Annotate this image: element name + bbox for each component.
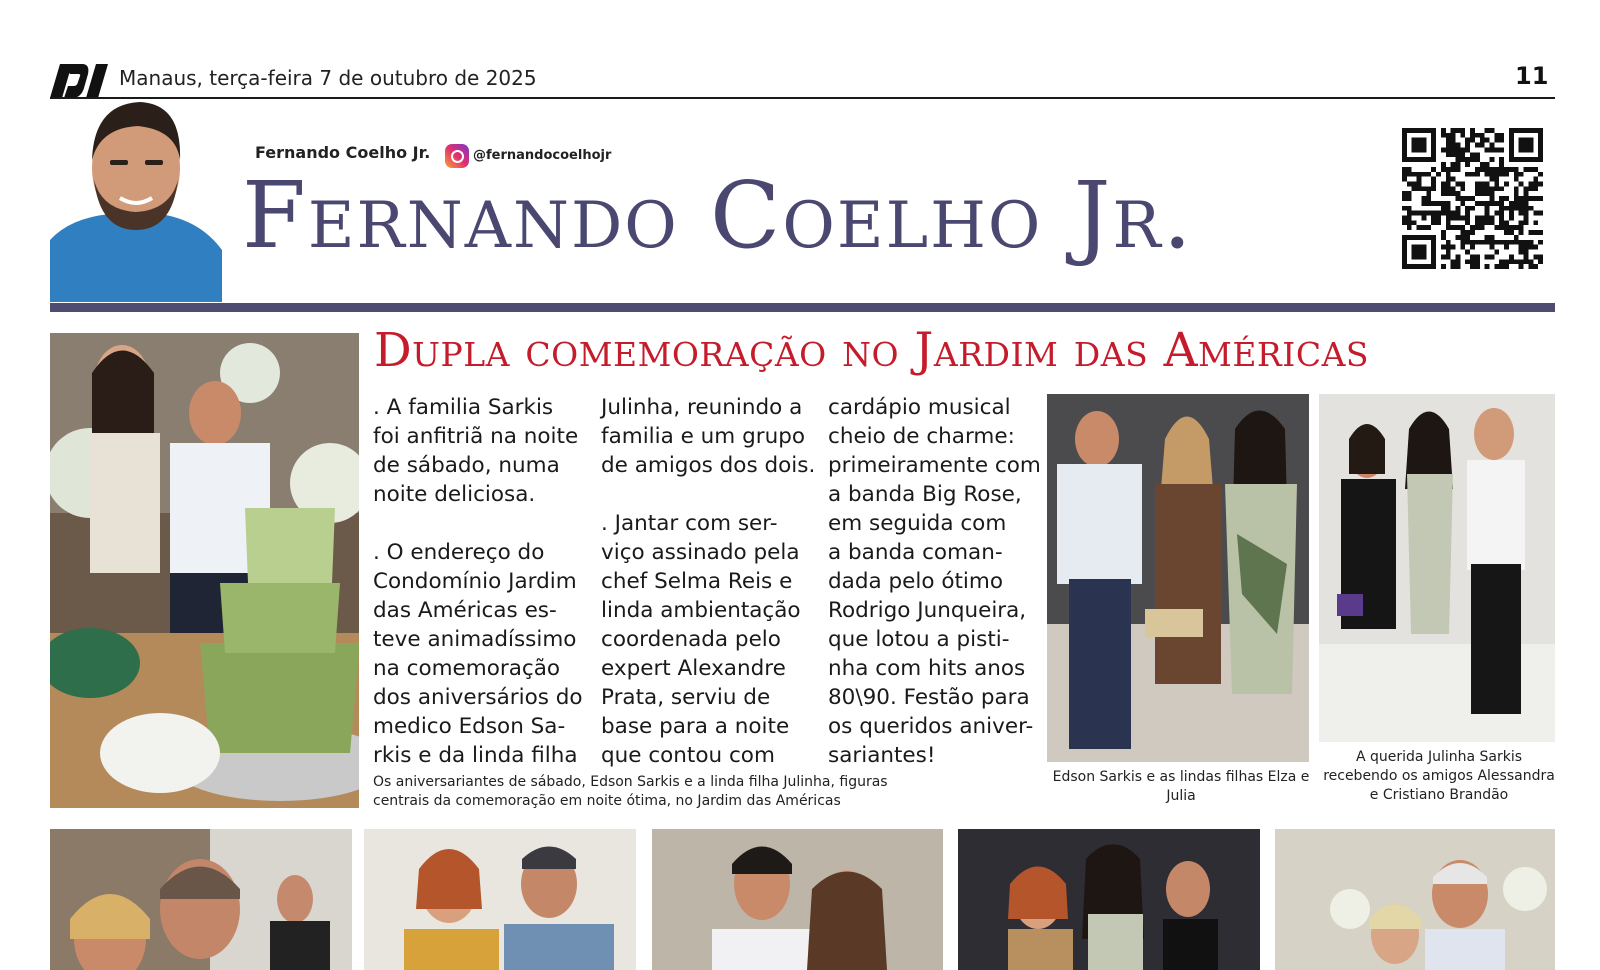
photo-bottom-5 xyxy=(1275,829,1555,970)
article-column-3 xyxy=(828,393,1063,799)
caption-main-photo: Os aniversariantes de sábado, Edson Sarkis e a linda filha Julinha, figuras centrais da comemoração em noite ótima, no Jardim das Américas xyxy=(373,774,888,809)
photo-main-cake xyxy=(50,333,359,808)
paragraph: Julinha, reunindo a familia e um grupo de amigos dos dois. xyxy=(601,395,816,478)
header-band xyxy=(50,303,1555,312)
article-column-1 xyxy=(373,393,608,799)
caption-photo-b: Edson Sarkis e as lindas filhas Elza e Julia xyxy=(1052,769,1310,804)
photo-bottom-2 xyxy=(364,829,636,970)
paragraph: . O endereço do Condomínio Jardim das Américas es- teve animadíssimo na comemoração dos aniversários do medico Edson Sa- rkis e da linda filha xyxy=(373,540,583,768)
photo-bottom-4 xyxy=(958,829,1260,970)
article-headline: Dupla comemoração no Jardim das Américas xyxy=(374,323,1370,378)
photo-bottom-3 xyxy=(652,829,943,970)
qr-code-icon[interactable] xyxy=(1402,128,1543,269)
author-name: Fernando Coelho Jr. xyxy=(255,143,431,162)
paragraph: cardápio musical cheio de charme: primeiramente com a banda Big Rose, em seguida com a banda coman- dada pelo ótimo Rodrigo Junqueira, que lotou a pisti- nha com hits anos 80\90. Festão para os queridos aniver- sariantes! xyxy=(828,395,1041,768)
paragraph: . Jantar com ser- viço assinado pela chef Selma Reis e linda ambientação coordenada pelo expert Alexandre Prata, serviu de base para a noite que contou com xyxy=(601,511,801,768)
header-rule xyxy=(50,97,1555,99)
instagram-handle[interactable]: @fernandocoelhojr xyxy=(473,148,612,163)
article-column-2 xyxy=(601,393,836,799)
column-title: Fernando Coelho Jr. xyxy=(242,162,1194,269)
author-photo xyxy=(50,90,222,302)
paragraph: . A familia Sarkis foi anfitriã na noite de sábado, numa noite deliciosa. xyxy=(373,395,579,507)
dateline: Manaus, terça-feira 7 de outubro de 2025 xyxy=(119,66,537,90)
photo-julinha-and-friends xyxy=(1319,394,1555,742)
photo-bottom-1 xyxy=(50,829,352,970)
caption-photo-c: A querida Julinha Sarkis recebendo os amigos Alessandra e Cristiano Brandão xyxy=(1323,749,1555,803)
photo-edson-and-daughters xyxy=(1047,394,1309,762)
page-number: 11 xyxy=(1515,62,1549,90)
